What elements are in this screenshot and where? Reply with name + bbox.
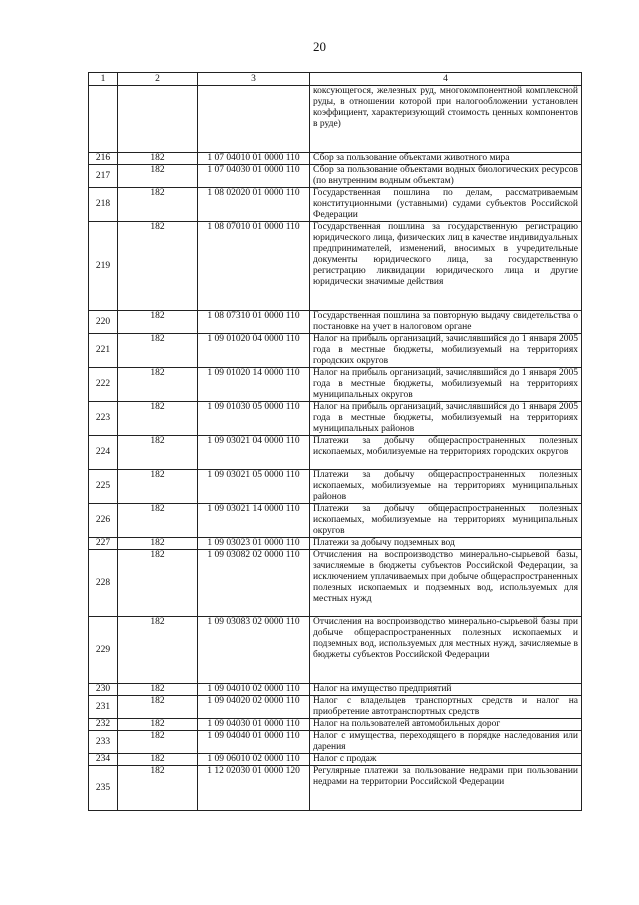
row-number: 220 xyxy=(89,311,118,334)
row-number: 218 xyxy=(89,188,118,222)
admin-code: 182 xyxy=(118,222,198,311)
table-row xyxy=(89,538,582,550)
row-number: 217 xyxy=(89,165,118,188)
budget-classification-code xyxy=(198,86,310,153)
revenue-description: Отчисления на воспроизводство минерально-сырьевой базы при добыче общераспространенных полезных ископаемых и подземных вод, используемых для местных нужд, зачисляемые в бюджеты субъектов Российской Федерации xyxy=(310,617,582,684)
budget-classification-code: 1 09 04040 01 0000 110 xyxy=(198,731,310,754)
admin-code: 182 xyxy=(118,165,198,188)
admin-code: 182 xyxy=(118,311,198,334)
revenue-description: Налог на прибыль организаций, зачислявшийся до 1 января 2005 года в местные бюджеты, мобилизуемый на территориях муниципальных районов xyxy=(310,402,582,436)
row-number: 216 xyxy=(89,153,118,165)
budget-classification-code: 1 07 04030 01 0000 110 xyxy=(198,165,310,188)
budget-classification-code: 1 09 04020 02 0000 110 xyxy=(198,696,310,719)
revenue-description: Регулярные платежи за пользование недрами при пользовании недрами на территории Российской Федерации xyxy=(310,766,582,811)
row-number: 223 xyxy=(89,402,118,436)
row-number xyxy=(89,86,118,153)
revenue-description: Налог на пользователей автомобильных дорог xyxy=(310,719,582,731)
table-row xyxy=(89,153,582,165)
admin-code: 182 xyxy=(118,470,198,504)
table-row xyxy=(89,402,582,436)
row-number: 225 xyxy=(89,470,118,504)
row-number: 232 xyxy=(89,719,118,731)
budget-classification-code: 1 09 01030 05 0000 110 xyxy=(198,402,310,436)
revenue-description: Отчисления на воспроизводство минерально-сырьевой базы, зачисляемые в бюджеты субъектов Российской Федерации, за исключением уплачиваемых при добыче общераспространенных полезных ископаемых и подземных вод, используемых для местных нужд xyxy=(310,550,582,617)
admin-code: 182 xyxy=(118,368,198,402)
table-row xyxy=(89,165,582,188)
admin-code: 182 xyxy=(118,766,198,811)
row-number: 226 xyxy=(89,504,118,538)
budget-classification-code: 1 09 01020 04 0000 110 xyxy=(198,334,310,368)
table-row xyxy=(89,696,582,719)
column-header-4: 4 xyxy=(310,73,582,86)
admin-code xyxy=(118,86,198,153)
budget-classification-code: 1 09 03082 02 0000 110 xyxy=(198,550,310,617)
table-row xyxy=(89,550,582,617)
table-row xyxy=(89,719,582,731)
revenue-description: Платежи за добычу подземных вод xyxy=(310,538,582,550)
budget-classification-code: 1 09 03021 04 0000 110 xyxy=(198,436,310,470)
row-number: 234 xyxy=(89,754,118,766)
column-header-3: 3 xyxy=(198,73,310,86)
budget-classification-code: 1 08 07010 01 0000 110 xyxy=(198,222,310,311)
revenue-description: Налог с имущества, переходящего в порядке наследования или дарения xyxy=(310,731,582,754)
admin-code: 182 xyxy=(118,188,198,222)
row-number: 227 xyxy=(89,538,118,550)
admin-code: 182 xyxy=(118,538,198,550)
admin-code: 182 xyxy=(118,684,198,696)
table-header-row xyxy=(89,73,582,86)
revenue-description: Сбор за пользование объектами животного мира xyxy=(310,153,582,165)
row-number: 228 xyxy=(89,550,118,617)
admin-code: 182 xyxy=(118,550,198,617)
budget-classification-code: 1 08 02020 01 0000 110 xyxy=(198,188,310,222)
row-number: 219 xyxy=(89,222,118,311)
revenue-code-table xyxy=(88,72,582,811)
table-row xyxy=(89,731,582,754)
budget-classification-code: 1 09 03021 05 0000 110 xyxy=(198,470,310,504)
budget-classification-code: 1 09 01020 14 0000 110 xyxy=(198,368,310,402)
table-row xyxy=(89,754,582,766)
admin-code: 182 xyxy=(118,402,198,436)
table-body xyxy=(89,86,582,811)
budget-classification-code: 1 09 06010 02 0000 110 xyxy=(198,754,310,766)
budget-classification-code: 1 09 03021 14 0000 110 xyxy=(198,504,310,538)
revenue-description: Налог с продаж xyxy=(310,754,582,766)
admin-code: 182 xyxy=(118,731,198,754)
row-number: 230 xyxy=(89,684,118,696)
revenue-description: Государственная пошлина по делам, рассматриваемым конституционными (уставными) судами субъектов Российской Федерации xyxy=(310,188,582,222)
page-number: 20 xyxy=(313,39,326,54)
admin-code: 182 xyxy=(118,719,198,731)
column-header-2: 2 xyxy=(118,73,198,86)
budget-classification-code: 1 09 04010 02 0000 110 xyxy=(198,684,310,696)
column-header-1: 1 xyxy=(89,73,118,86)
admin-code: 182 xyxy=(118,696,198,719)
revenue-description: Налог на имущество предприятий xyxy=(310,684,582,696)
admin-code: 182 xyxy=(118,754,198,766)
revenue-description: Государственная пошлина за государственную регистрацию юридического лица, физических лиц в качестве индивидуальных предпринимателей, изменений, вносимых в учредительные документы юридического лица, за государственную регистрацию ликвидации юридического лица и другие юридически значимые действия xyxy=(310,222,582,311)
revenue-description: Налог на прибыль организаций, зачислявшийся до 1 января 2005 года в местные бюджеты, мобилизуемый на территориях муниципальных округов xyxy=(310,368,582,402)
budget-classification-code: 1 08 07310 01 0000 110 xyxy=(198,311,310,334)
table-row xyxy=(89,368,582,402)
table-row xyxy=(89,188,582,222)
budget-classification-code: 1 12 02030 01 0000 120 xyxy=(198,766,310,811)
row-number: 235 xyxy=(89,766,118,811)
revenue-description: Платежи за добычу общераспространенных полезных ископаемых, мобилизуемые на территориях муниципальных округов xyxy=(310,504,582,538)
table-row xyxy=(89,470,582,504)
budget-classification-code: 1 07 04010 01 0000 110 xyxy=(198,153,310,165)
revenue-description: Сбор за пользование объектами водных биологических ресурсов (по внутренним водным объектам) xyxy=(310,165,582,188)
row-number: 229 xyxy=(89,617,118,684)
table-row xyxy=(89,311,582,334)
revenue-description: Платежи за добычу общераспространенных полезных ископаемых, мобилизуемые на территориях муниципальных районов xyxy=(310,470,582,504)
revenue-description: Государственная пошлина за повторную выдачу свидетельства о постановке на учет в налоговом органе xyxy=(310,311,582,334)
revenue-description: коксующегося, железных руд, многокомпонентной комплексной руды, в отношении которой при налогообложении установлен коэффициент, характеризующий стоимость ценных компонентов в руде) xyxy=(310,86,582,153)
admin-code: 182 xyxy=(118,504,198,538)
admin-code: 182 xyxy=(118,436,198,470)
row-number: 231 xyxy=(89,696,118,719)
row-number: 233 xyxy=(89,731,118,754)
row-number: 221 xyxy=(89,334,118,368)
admin-code: 182 xyxy=(118,334,198,368)
revenue-description: Платежи за добычу общераспространенных полезных ископаемых, мобилизуемые на территориях городских округов xyxy=(310,436,582,470)
table-row xyxy=(89,436,582,470)
admin-code: 182 xyxy=(118,153,198,165)
budget-classification-code: 1 09 03083 02 0000 110 xyxy=(198,617,310,684)
admin-code: 182 xyxy=(118,617,198,684)
table-row xyxy=(89,617,582,684)
table-row xyxy=(89,222,582,311)
table-row xyxy=(89,86,582,153)
budget-classification-code: 1 09 03023 01 0000 110 xyxy=(198,538,310,550)
budget-classification-code: 1 09 04030 01 0000 110 xyxy=(198,719,310,731)
revenue-description: Налог на прибыль организаций, зачислявшийся до 1 января 2005 года в местные бюджеты, мобилизуемый на территориях городских округов xyxy=(310,334,582,368)
table-row xyxy=(89,684,582,696)
row-number: 222 xyxy=(89,368,118,402)
revenue-description: Налог с владельцев транспортных средств и налог на приобретение автотранспортных средств xyxy=(310,696,582,719)
table-row xyxy=(89,334,582,368)
table-row xyxy=(89,504,582,538)
row-number: 224 xyxy=(89,436,118,470)
table-row xyxy=(89,766,582,811)
